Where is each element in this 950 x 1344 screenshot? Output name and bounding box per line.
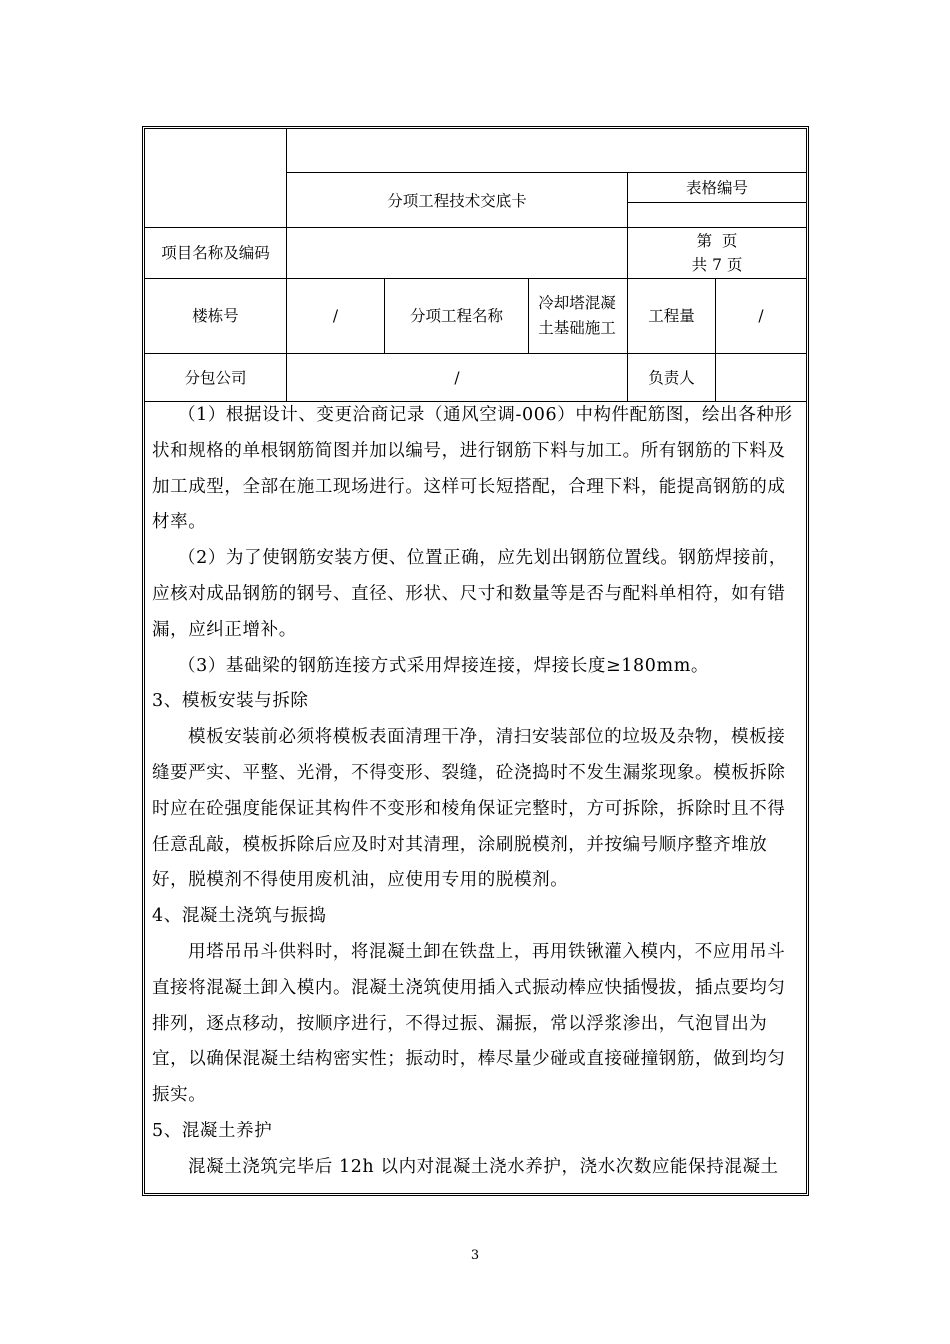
- building-number-label: 楼栋号: [192, 307, 239, 325]
- paragraph-concrete-pouring: 用塔吊吊斗供料时，将混凝土卸在铁盘上，再用铁锹灌入模内，不应用吊斗直接将混凝土卸入模内。混凝土浇筑使用插入式振动棒应快插慢拔，插点要均匀排列，逐点移动，按顺序进行，不得过振、漏振，常以浮浆渗出，气泡冒出为宜，以确保混凝土结构密实性；振动时，棒尽量少碰或直接碰撞钢筋，做到均匀振实。: [152, 941, 786, 1106]
- quantity-label: 工程量: [648, 307, 695, 325]
- subitem-name-label: 分项工程名称: [409, 307, 503, 325]
- responsible-person-value: [716, 354, 806, 401]
- project-name-label: 项目名称及编码: [161, 244, 270, 262]
- subitem-name-value: 冷却塔混凝土基础施工: [538, 294, 616, 337]
- page-label-current: 第 页: [696, 232, 738, 250]
- responsible-person-label: 负责人: [648, 368, 695, 387]
- subcontractor-value: /: [454, 368, 460, 387]
- card-title: 分项工程技术交底卡: [387, 191, 527, 210]
- heading-concrete-curing: 5、混凝土养护: [152, 1120, 273, 1141]
- form-number-label: 表格编号: [685, 178, 748, 197]
- page-label-total: 共 7 页: [691, 256, 743, 274]
- project-name-value: [287, 228, 627, 278]
- heading-concrete-pouring: 4、混凝土浇筑与振捣: [152, 906, 327, 927]
- quantity-value: /: [758, 307, 764, 325]
- table-rule: [528, 278, 529, 353]
- paragraph-rebar-welding: （3）基础梁的钢筋连接方式采用焊接连接，焊接长度≥180mm。: [178, 655, 709, 676]
- subcontractor-label: 分包公司: [184, 368, 247, 387]
- paragraph-concrete-curing: 混凝土浇筑完毕后 12h 以内对混凝土浇水养护，浇水次数应能保持混凝土: [188, 1156, 779, 1177]
- paragraph-rebar-processing: （1）根据设计、变更洽商记录（通风空调-006）中构件配筋图，绘出各种形状和规格的单根钢筋简图并加以编号，进行钢筋下料与加工。所有钢筋的下料及加工成型，全部在施工现场进行。这样可长短搭配，合理下料，能提高钢筋的成材率。: [152, 405, 793, 533]
- building-number-value: /: [332, 307, 339, 325]
- paragraph-formwork: 模板安装前必须将模板表面清理干净，清扫安装部位的垃圾及杂物，模板接缝要严实、平整、光滑，不得变形、裂缝，砼浇捣时不发生漏浆现象。模板拆除时应在砼强度能保证其构件不变形和棱角保证完整时，方可拆除，拆除时且不得任意乱敲，模板拆除后应及时对其清理，涂刷脱模剂，并按编号顺序整齐堆放好，脱模剂不得使用废机油，应使用专用的脱模剂。: [152, 727, 786, 891]
- form-number-value: [628, 203, 806, 227]
- page-number: 3: [470, 1248, 480, 1263]
- briefing-content: [152, 398, 802, 1186]
- page-count: [628, 228, 806, 278]
- paragraph-rebar-installation: （2）为了使钢筋安装方便、位置正确，应先划出钢筋位置线。钢筋焊接前，应核对成品钢筋的钢号、直径、形状、尺寸和数量等是否与配料单相符，如有错漏，应纠正增补。: [152, 548, 788, 640]
- heading-formwork: 3、模板安装与拆除: [152, 691, 309, 712]
